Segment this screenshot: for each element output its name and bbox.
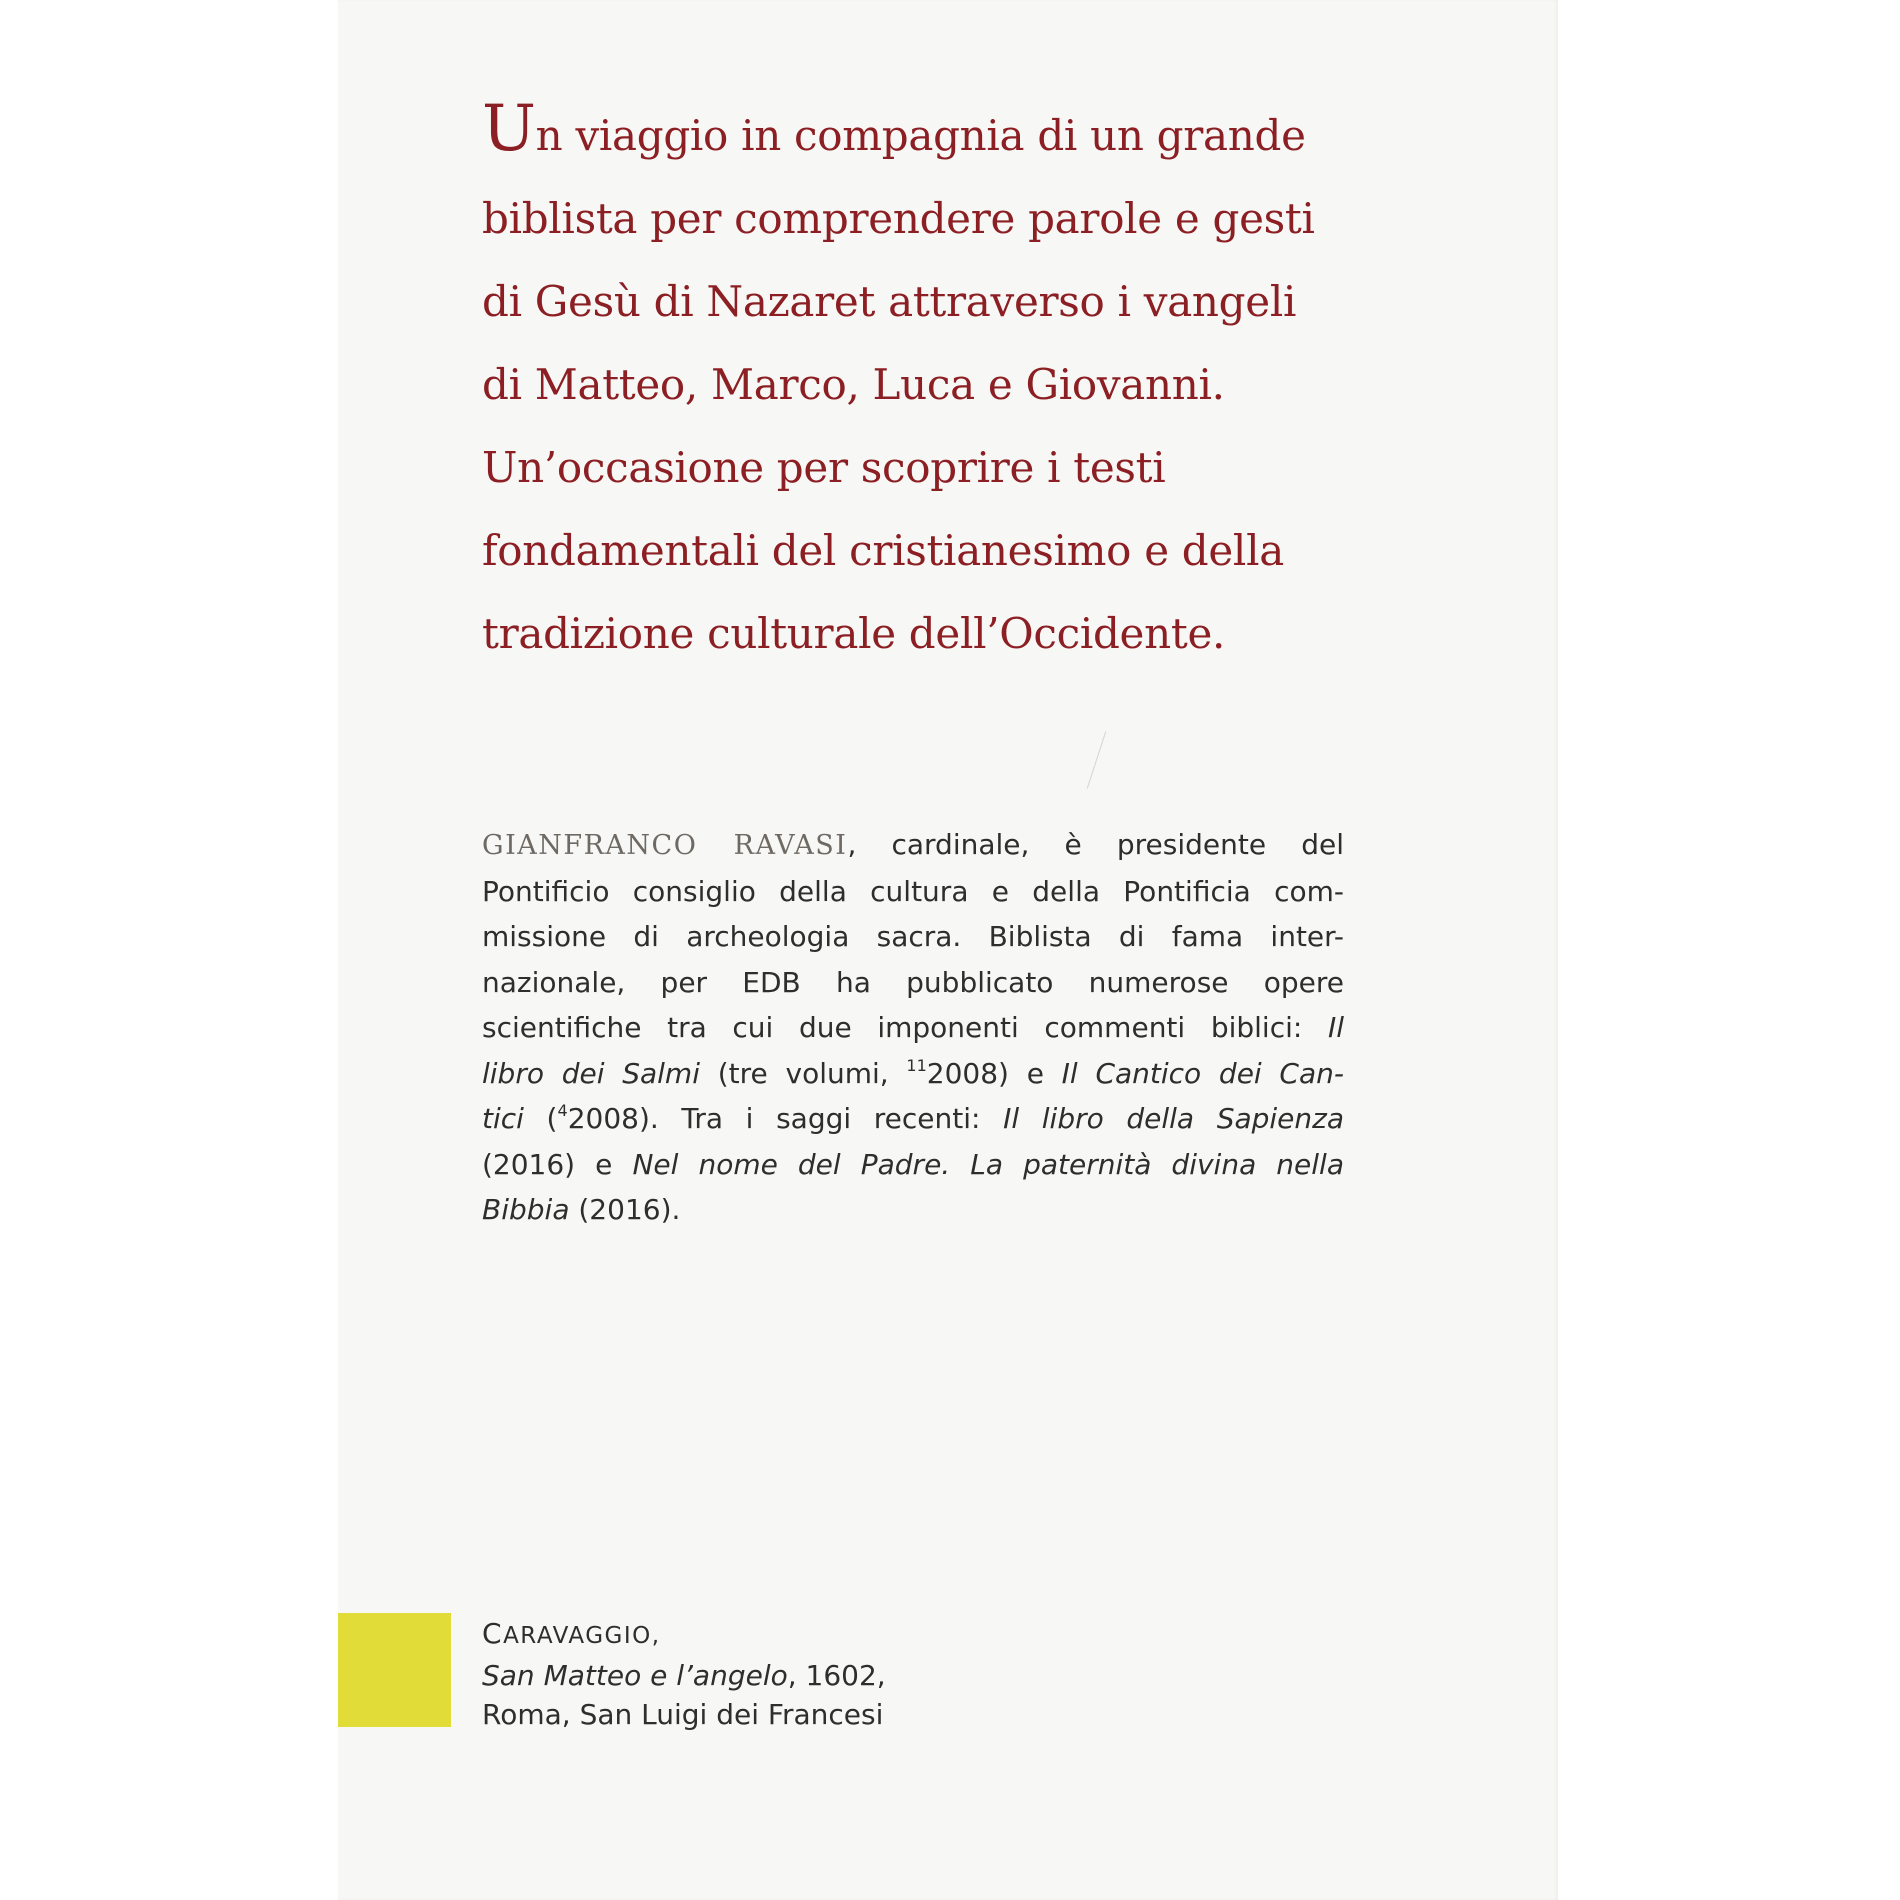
bio-line: nazionale, per EDB ha pubblicato numerose opere: [482, 965, 1344, 999]
book-title: Bibbia: [482, 1193, 570, 1226]
cover-image-caption: [482, 1614, 886, 1734]
bio-line: tici ($^4$2008). Tra i saggi recenti: Il libro della Sapienza: [482, 1101, 1345, 1135]
book-title: Il Cantico dei Can-: [1061, 1056, 1344, 1090]
blurb-line: di Gesù di Nazaret attraverso i vangeli: [482, 277, 1297, 326]
blurb-text: [482, 94, 1422, 675]
edition-number: 11: [906, 1055, 927, 1075]
edition-number: 4: [557, 1101, 568, 1120]
yellow-color-swatch: [338, 1613, 451, 1727]
blurb-line: fondamentali del cristianesimo e della: [482, 526, 1284, 575]
author-bio: [482, 822, 1344, 1233]
bio-line: (2016) e Nel nome del Padre. La paternità divina nella: [482, 1147, 1344, 1181]
blurb-line: Un’occasione per scoprire i testi: [482, 443, 1166, 492]
blurb-line: di Matteo, Marco, Luca e Giovanni.: [482, 360, 1225, 409]
caption-location: Roma, San Luigi dei Francesi: [482, 1698, 884, 1731]
blurb-line: Un viaggio in compagnia di un grande: [482, 92, 1306, 166]
caption-artist: CARAVAGGIO,: [482, 1617, 661, 1650]
blurb-line: tradizione culturale dell’Occidente.: [482, 609, 1226, 658]
book-title: Nel nome del Padre. La paternità divina nella: [632, 1147, 1344, 1181]
bio-line: scientifiche tra cui due imponenti commenti biblici: Il: [482, 1011, 1344, 1044]
blurb-drop-cap: U: [482, 92, 536, 166]
book-title: libro dei Salmi: [482, 1056, 700, 1090]
book-title: Il: [1327, 1011, 1344, 1044]
bio-line: Bibbia (2016).: [482, 1193, 681, 1226]
book-title: tici: [482, 1102, 524, 1135]
artwork-title: San Matteo e l’angelo: [482, 1659, 788, 1692]
bio-line: missione di archeologia sacra. Biblista di fama inter-: [482, 920, 1344, 953]
bio-line: libro dei Salmi (tre volumi, $^{11}$2008) e Il Cantico dei Can-: [482, 1055, 1344, 1090]
bio-line: Pontificio consiglio della cultura e della Pontificia com-: [482, 874, 1344, 908]
bio-line: GIANFRANCO RAVASI, cardinale, è presidente del: [482, 828, 1344, 861]
caption-work: San Matteo e l’angelo, 1602,: [482, 1659, 886, 1692]
book-title: Il libro della Sapienza: [1003, 1102, 1345, 1135]
blurb-line: biblista per comprendere parole e gesti: [482, 194, 1315, 243]
author-name: GIANFRANCO RAVASI: [482, 830, 848, 861]
